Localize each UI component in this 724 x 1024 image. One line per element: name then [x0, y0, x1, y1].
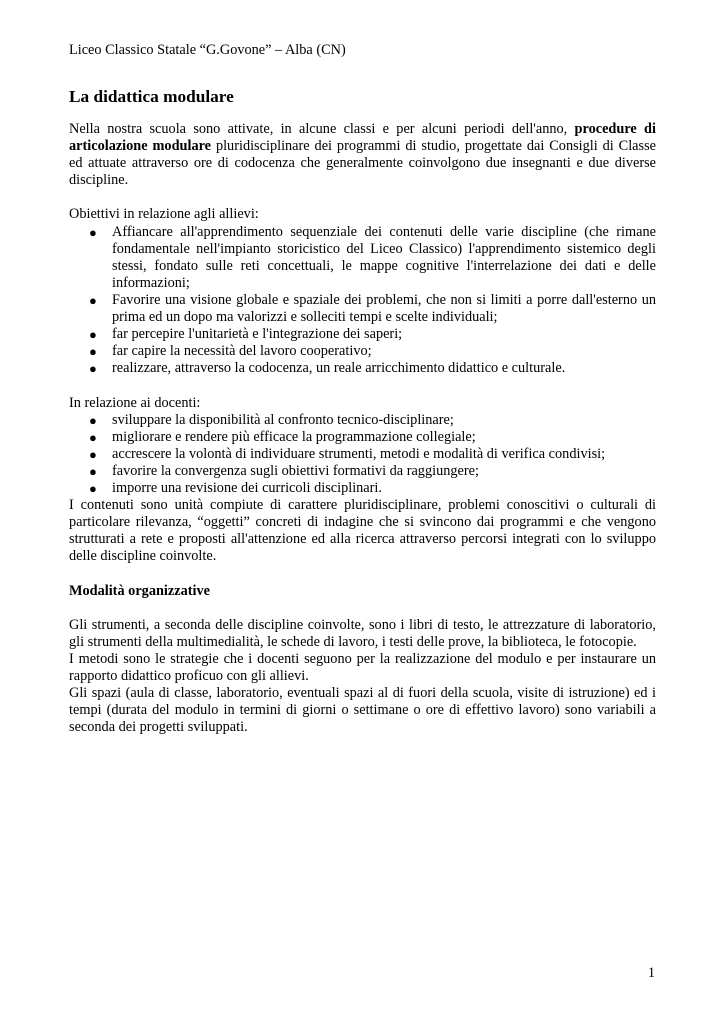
teachers-heading: In relazione ai docenti: — [69, 394, 201, 411]
bullet-icon: ● — [89, 480, 97, 496]
list-item-text: favorire la convergenza sugli obiettivi formativi da raggiungere; — [112, 462, 479, 479]
list-item-text: accrescere la volontà di individuare strumenti, metodi e modalità di verifica condivisi; — [112, 445, 606, 462]
list-item — [69, 480, 656, 497]
bullet-icon: ● — [89, 224, 97, 240]
list-item-text: migliorare e rendere più efficace la programmazione collegiale; — [112, 428, 476, 445]
list-item — [69, 429, 656, 446]
spacer — [69, 565, 656, 582]
intro-bold-text: procedure di articolazione modulare — [69, 121, 656, 155]
spacer — [69, 189, 656, 206]
list-item-text: sviluppare la disponibilità al confronto tecnico-disciplinare; — [112, 411, 454, 428]
page-header: Liceo Classico Statale “G.Govone” – Alba (CN) — [69, 42, 346, 58]
spacer — [69, 600, 656, 617]
intro-text-start: Nella nostra scuola sono attivate, in alcune classi e per alcuni periodi dell'anno, — [69, 121, 575, 137]
list-item-text: Favorire una visione globale e spaziale dei problemi, che non si limiti a porre dall'esterno un prima ed un dopo ma valorizzi e solleciti tempi e scelte individuali; — [112, 291, 656, 326]
list-item — [69, 412, 656, 429]
list-item-text: imporre una revisione dei curricoli disciplinari. — [112, 479, 382, 496]
tools-paragraph: Gli strumenti, a seconda delle discipline coinvolte, sono i libri di testo, le attrezzature di laboratorio, gli strumenti della multimedialità, le schede di lavoro, i testi delle prove, la biblioteca, le fotocopie. — [69, 616, 656, 650]
bullet-icon: ● — [89, 361, 97, 377]
list-item-text: far percepire l'unitarietà e l'integrazione dei saperi; — [112, 326, 403, 343]
students-objectives-list — [69, 224, 656, 378]
section-title: Modalità organizzative — [69, 582, 210, 599]
bullet-icon: ● — [89, 463, 97, 479]
list-item-text: far capire la necessità del lavoro cooperativo; — [112, 343, 372, 360]
methods-paragraph: I metodi sono le strategie che i docenti seguono per la realizzazione del modulo e per instaurare un rapporto didattico proficuo con gli allievi. — [69, 650, 656, 684]
students-heading: Obiettivi in relazione agli allievi: — [69, 206, 259, 223]
teachers-objectives-list — [69, 412, 656, 497]
list-item — [69, 292, 656, 326]
list-item-text: realizzare, attraverso la codocenza, un reale arricchimento didattico e culturale. — [112, 360, 566, 377]
list-item — [69, 463, 656, 480]
intro-text-end: pluridisciplinare dei programmi di studio, progettate dai Consigli di Classe ed attuate attraverso ore di codocenza che generalmente coinvolgono due insegnanti e due diverse discipline. — [69, 138, 656, 189]
bullet-icon: ● — [89, 344, 97, 360]
list-item — [69, 326, 656, 343]
bullet-icon: ● — [89, 429, 97, 445]
list-item — [69, 446, 656, 463]
bullet-icon: ● — [89, 412, 97, 428]
document-body — [69, 121, 656, 736]
page-number: 1 — [647, 965, 655, 981]
bullet-icon: ● — [89, 292, 97, 308]
bullet-icon: ● — [89, 327, 97, 343]
contents-paragraph: I contenuti sono unità compiute di carattere pluridisciplinare, problemi conoscitivi o culturali di particolare rilevanza, “oggetti” concreti di indagine che si svincono dai programmi e che vengono strutturati a rete e proposti all'attenzione ed alla ricerca attraverso percorsi integrati con lo sviluppo delle discipline coinvolte. — [69, 497, 656, 565]
spacer — [69, 377, 656, 394]
list-item — [69, 343, 656, 360]
list-item — [69, 224, 656, 292]
list-item-text: Affiancare all'apprendimento sequenziale dei contenuti delle varie discipline (che rimane fondamentale nell'impianto storicistico del Liceo Classico) l'apprendimento sistemico degli stessi, fondato sulle reti concettuali, le mappe cognitive l'interrelazione dei dati e delle informazioni; — [112, 223, 656, 291]
bullet-icon: ● — [89, 446, 97, 462]
list-item — [69, 360, 656, 377]
intro-paragraph — [69, 121, 656, 189]
page-title: La didattica modulare — [69, 87, 234, 106]
spaces-paragraph: Gli spazi (aula di classe, laboratorio, eventuali spazi al di fuori della scuola, visite di istruzione) ed i tempi (durata del modulo in termini di giorni o settimane o ore di effettivo lavoro) sono variabili a seconda dei progetti sviluppati. — [69, 685, 656, 736]
